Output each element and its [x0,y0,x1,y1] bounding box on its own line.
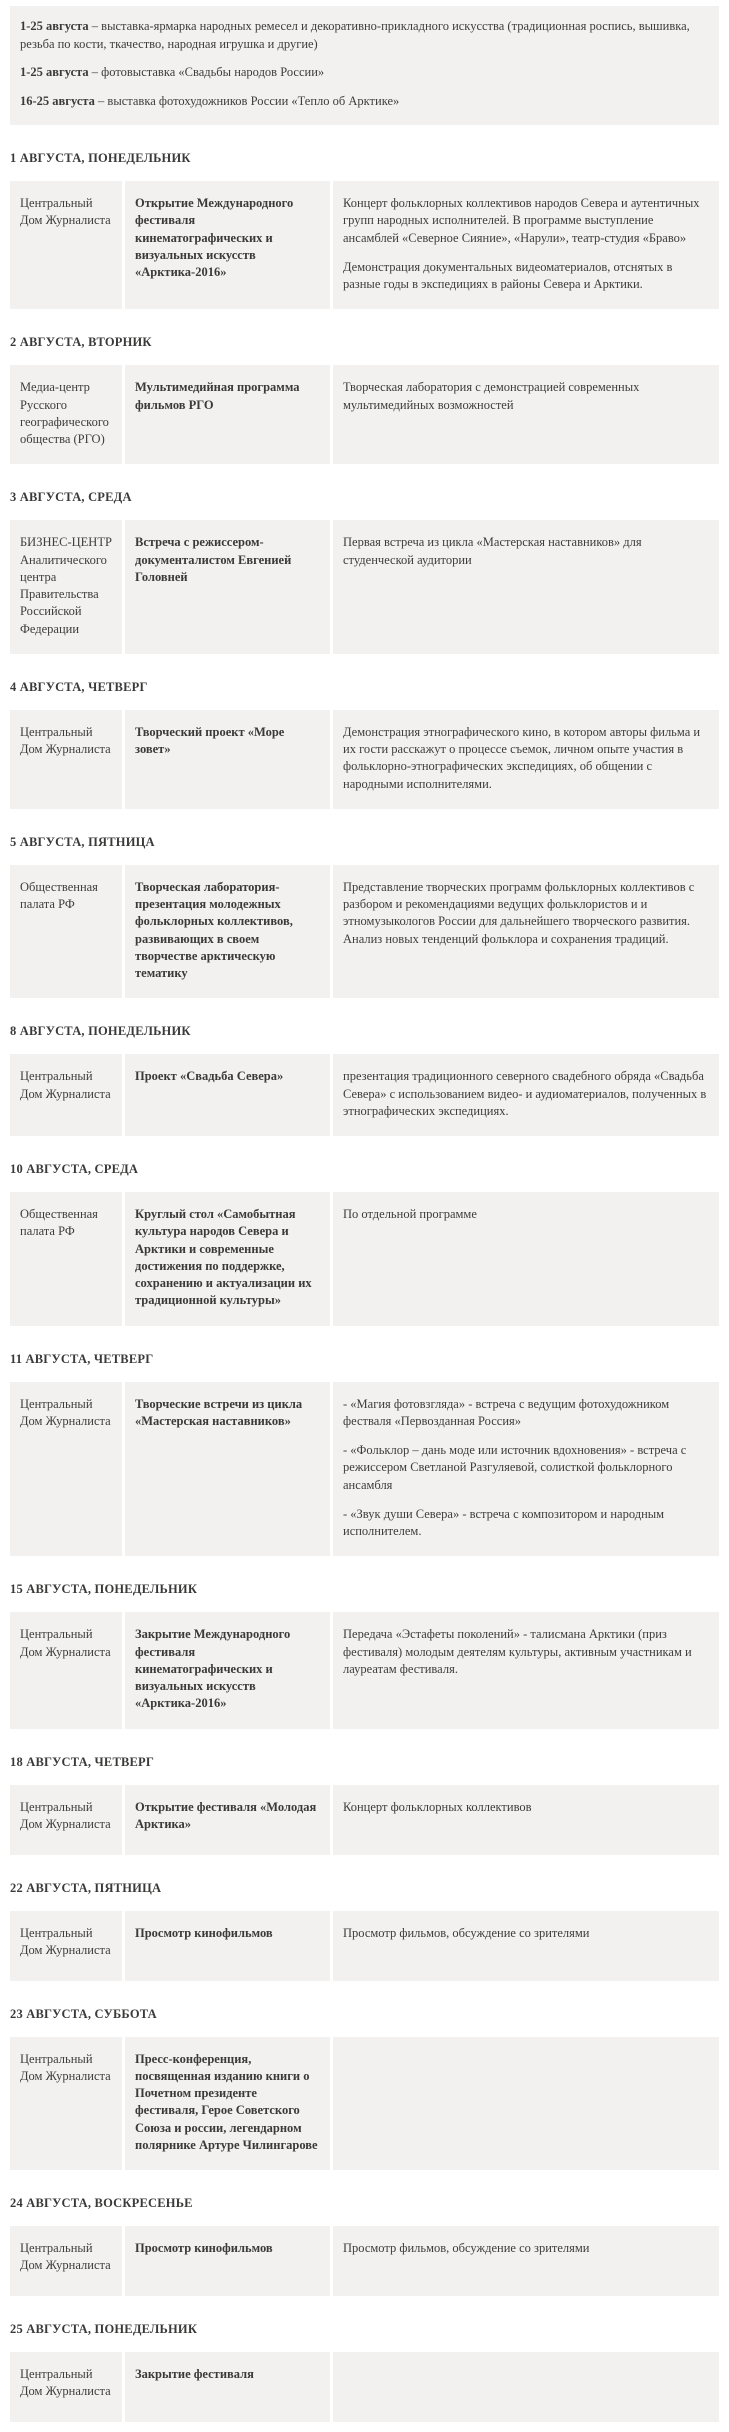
venue-cell [10,2352,122,2422]
schedule-section [10,2007,719,2171]
schedule-section [10,835,719,999]
venue-cell [10,1785,122,1855]
intro-text: – выставка-ярмарка народных ремесел и декоративно-прикладного искусства (традиционная роспись, вышивка, резьба по кости, ткачество, народная игрушка и другие) [20,19,690,51]
section-date-header: 8 АВГУСТА, ПОНЕДЕЛЬНИК [10,1024,191,1039]
schedule-section [10,1024,719,1136]
section-date-header: 3 АВГУСТА, СРЕДА [10,490,132,505]
description-paragraph: - «Звук души Севера» - встреча с композитором и народным исполнителем. [343,1506,665,1538]
description-paragraph: Демонстрация этнографического кино, в котором авторы фильма и их гости расскажут о процессе съемок, личном опыте участия в фольклорно-этнографических экспедициях, об общении с народными исполнителями. [343,724,701,791]
event-row [10,1192,719,1326]
intro-date: 1-25 августа [20,65,89,79]
event-title-text: Просмотр кинофильмов [135,2241,273,2255]
venue-text: Центральный Дом Журналиста [20,1627,111,1659]
section-date-header: 15 АВГУСТА, ПОНЕДЕЛЬНИК [10,1582,198,1597]
event-title-text: Встреча с режиссером-документалистом Евгенией Головней [135,535,292,584]
schedule-section [10,151,719,309]
intro-date: 16-25 августа [20,93,95,108]
event-title-text: Пресс-конференция, посвященная изданию книги о Почетном президенте фестиваля, Герое Советского Союза и россии, легендарном полярнике Артуре Чилингарове [135,2051,318,2152]
schedule-section [10,1755,719,1855]
intro-text: – выставка фотохудожников России «Тепло об Арктике» [98,93,400,108]
schedule-section [10,490,719,654]
event-title-text: Творческий проект «Море зовет» [135,724,285,756]
description-paragraph: Передача «Эстафеты поколений» - талисмана Арктики (приз фестиваля) молодым деятелям культуры, активным участникам и лауреатам фестиваля. [343,1627,692,1676]
intro-text: – фотовыставка «Свадьбы народов России» [91,65,325,79]
event-title-text: Закрытие Международного фестиваля кинематографических и визуальных искусств «Арктика-2016» [135,1627,291,1711]
description-paragraph: - «Фольклор – дань моде или источник вдохновения» - встреча с режиссером Светланой Разгуляевой, солисткой фольклорного ансамбля [343,1443,687,1492]
venue-text: Центральный Дом Журналиста [20,2051,111,2083]
section-date-header: 2 АВГУСТА, ВТОРНИК [10,335,152,350]
event-title-text: Проект «Свадьба Севера» [135,1069,284,1084]
section-date-header: 22 АВГУСТА, ПЯТНИЦА [10,1880,162,1895]
event-row [10,1785,719,1855]
event-row [10,365,719,464]
event-row [10,1054,719,1136]
description-paragraph: Представление творческих программ фольклорных коллективов с разбором и рекомендациями ведущих фольклористов и и этномузыкологов России для дальнейшего творческого развития. Анализ новых тенденций фольклора и сохранения традиций. [343,879,695,946]
event-row [10,520,719,654]
venue-cell [10,865,122,999]
venue-cell [10,2037,122,2171]
event-title-cell [125,181,330,309]
section-date-header: 18 АВГУСТА, ЧЕТВЕРГ [10,1754,155,1769]
schedule-section [10,2196,719,2296]
event-description-cell [333,181,719,309]
section-date-header: 5 АВГУСТА, ПЯТНИЦА [10,834,155,849]
description-paragraph: Первая встреча из цикла «Мастерская наставников» для студенческой аудитории [343,535,642,567]
description-paragraph: презентация традиционного северного свадебного обряда «Свадьба Севера» с использованием видео- и аудиоматериалов, полученных в этнографических экспедициях. [343,1069,707,1118]
venue-text: Общественная палата РФ [20,1207,98,1239]
section-date-header: 1 АВГУСТА, ПОНЕДЕЛЬНИК [10,151,191,165]
venue-text: Центральный Дом Журналиста [20,1069,111,1101]
section-date-header: 23 АВГУСТА, СУББОТА [10,2006,157,2021]
event-title-text: Просмотр кинофильмов [135,1925,273,1940]
event-title-cell [125,2226,330,2296]
description-paragraph: Творческая лаборатория с демонстрацией современных мультимедийных возможностей [343,380,640,412]
event-description-cell [333,365,719,464]
venue-cell [10,181,122,309]
section-date-header: 10 АВГУСТА, СРЕДА [10,1162,139,1176]
event-description-cell [333,710,719,809]
venue-text: Медиа-центр Русского географического общества (РГО) [20,380,109,446]
event-description-cell [333,2226,719,2296]
event-title-cell [125,365,330,464]
event-row [10,1911,719,1981]
event-title-cell [125,520,330,654]
description-paragraph: По отдельной программе [343,1207,477,1221]
event-title-text: Закрытие фестиваля [135,2367,254,2381]
schedule-section [10,1162,719,1326]
event-row [10,2037,719,2171]
section-date-header: 11 АВГУСТА, ЧЕТВЕРГ [10,1351,154,1366]
schedule-section [10,2322,719,2422]
event-row [10,2226,719,2296]
intro-date: 1-25 августа [20,19,89,33]
event-description-cell [333,2352,719,2422]
venue-text: Центральный Дом Журналиста [20,2367,111,2399]
event-title-text: Открытие фестиваля «Молодая Арктика» [135,1799,317,1831]
event-description-cell [333,1382,719,1557]
venue-cell [10,520,122,654]
venue-cell [10,710,122,809]
schedule-section [10,335,719,464]
event-row [10,1612,719,1728]
venue-text: Центральный Дом Журналиста [20,2241,111,2273]
venue-cell [10,365,122,464]
intro-item [20,64,703,82]
event-title-text: Творческие встречи из цикла «Мастерская наставников» [135,1396,303,1428]
section-date-header: 25 АВГУСТА, ПОНЕДЕЛЬНИК [10,2322,198,2336]
event-description-cell [333,1192,719,1326]
event-title-cell [125,2352,330,2422]
event-title-cell [125,1192,330,1326]
description-paragraph: Концерт фольклорных коллективов народов Севера и аутентичных групп народных исполнителей. В программе выступление ансамблей «Северное Сияние», «Нарули», театр-студия «Браво» [343,196,700,245]
venue-cell [10,1192,122,1326]
event-title-cell [125,1785,330,1855]
event-row [10,710,719,809]
event-description-cell [333,1054,719,1136]
description-paragraph: Концерт фольклорных коллективов [343,1799,532,1814]
intro-item [20,18,703,53]
section-date-header: 4 АВГУСТА, ЧЕТВЕРГ [10,679,148,694]
event-title-cell [125,865,330,999]
venue-text: Центральный Дом Журналиста [20,724,111,756]
venue-text: Центральный Дом Журналиста [20,1396,111,1428]
event-description-cell [333,1785,719,1855]
event-title-cell [125,1054,330,1136]
description-paragraph: Демонстрация документальных видеоматериалов, отснятых в разные годы в экспедициях в районы Севера и Арктики. [343,259,673,291]
section-date-header: 24 АВГУСТА, ВОСКРЕСЕНЬЕ [10,2196,193,2210]
event-row [10,181,719,309]
event-description-cell [333,520,719,654]
intro-item [20,93,703,111]
venue-cell [10,1382,122,1557]
venue-text: Общественная палата РФ [20,879,98,911]
venue-cell [10,1612,122,1728]
venue-text: Центральный Дом Журналиста [20,1925,111,1957]
event-title-cell [125,710,330,809]
schedule-section [10,1352,719,1557]
event-row [10,1382,719,1557]
venue-text: Центральный Дом Журналиста [20,1799,111,1831]
event-description-cell [333,865,719,999]
venue-text: Центральный Дом Журналиста [20,196,111,228]
venue-cell [10,1054,122,1136]
event-title-cell [125,1382,330,1557]
event-title-text: Творческая лаборатория-презентация молодежных фольклорных коллективов, развивающих в своем творчестве арктическую тематику [135,879,293,980]
schedule-section [10,1881,719,1981]
event-title-cell [125,1612,330,1728]
schedule-section [10,1582,719,1728]
event-title-text: Открытие Международного фестиваля кинематографических и визуальных искусств «Арктика-2016» [135,196,294,279]
event-description-cell [333,1911,719,1981]
event-title-text: Мультимедийная программа фильмов РГО [135,380,300,412]
description-paragraph: Просмотр фильмов, обсуждение со зрителями [343,1925,590,1940]
description-paragraph: Просмотр фильмов, обсуждение со зрителями [343,2241,590,2255]
schedule [10,151,719,2422]
venue-cell [10,2226,122,2296]
venue-text: БИЗНЕС-ЦЕНТР Аналитического центра Правительства Российской Федерации [20,535,112,636]
venue-cell [10,1911,122,1981]
event-row [10,2352,719,2422]
event-title-cell [125,2037,330,2171]
event-description-cell [333,2037,719,2171]
description-paragraph: - «Магия фотовзгляда» - встреча с ведущим фотохудожником фестваля «Первозданная Россия» [343,1396,670,1428]
event-title-text: Круглый стол «Самобытная культура народов Севера и Арктики и современные достижения по поддержке, сохранению и актуализации их традиционной культуры» [135,1207,312,1308]
event-row [10,865,719,999]
intro-panel [10,6,719,125]
event-description-cell [333,1612,719,1728]
event-title-cell [125,1911,330,1981]
schedule-section [10,680,719,809]
